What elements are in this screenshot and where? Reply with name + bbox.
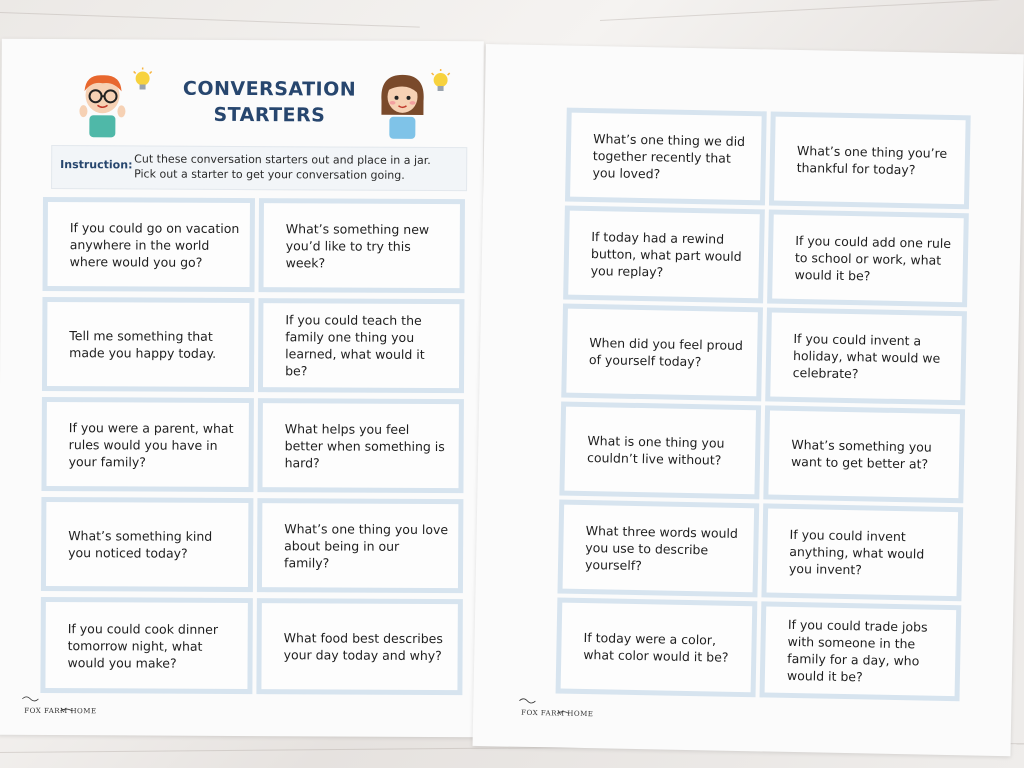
page-title [161,76,377,129]
card-text: If you were a parent, what rules would you have in your family? [68,419,234,470]
conversation-card [565,108,767,206]
card-text: If you could cook dinner tomorrow night, what would you make? [67,620,219,671]
card-text: If you could go on vacation anywhere in the world where would you go? [69,219,240,270]
conversation-card [257,498,463,593]
lightbulb-icon [430,69,452,97]
card-text: Tell me something that made you happy today. [69,328,217,361]
conversation-card [43,197,255,292]
card-text: If you could invent anything, what would you invent? [788,526,925,577]
conversation-card [256,598,462,695]
printable-sheet-left [0,39,484,738]
card-text: What’s one thing we did together recently that you loved? [592,130,746,181]
card-text: What is one thing you couldn’t live without? [586,433,725,468]
instruction-line-1: Cut these conversation starters out and place in a jar. [134,152,431,167]
card-text: When did you feel proud of yourself today? [588,335,744,370]
lightbulb-icon [132,67,154,95]
card-text: What’s something new you’d like to try this week? [285,220,430,270]
conversation-card [563,206,765,304]
conversation-card [760,601,962,701]
conversation-card [559,402,761,500]
card-text: What’s something kind you noticed today? [68,528,213,561]
conversation-card [42,297,254,392]
conversation-card [41,397,253,492]
conversation-card [556,597,758,697]
instruction-label: Instruction: [60,158,133,172]
conversation-card [763,405,965,503]
card-text: If today had a rewind button, what part would you replay? [590,228,742,279]
card-text: What three words would you use to describe yourself? [584,522,739,573]
conversation-card [561,304,763,402]
conversation-card [761,503,963,601]
instruction-box [51,145,467,191]
brand-logo: FOX FARM HOME [24,706,97,716]
card-text: What helps you feel better when something is hard? [284,420,445,470]
conversation-card [767,209,969,307]
card-text: If you could invent a holiday, what would we celebrate? [792,330,941,381]
card-text: If today were a color, what color would it be? [583,629,729,665]
conversation-card [257,398,463,493]
card-text: What’s something you want to get better at? [790,436,932,472]
girl-icon [373,71,431,141]
card-text: If you could add one rule to school or work, what would it be? [794,232,952,283]
conversation-card [40,597,252,694]
conversation-card [258,298,464,393]
conversation-card [259,198,465,293]
printable-sheet-right [473,44,1024,756]
conversation-card [765,307,967,405]
conversation-card [769,111,971,209]
card-text: What’s one thing you love about being in our family? [284,520,449,570]
brand-logo: FOX FARM HOME [521,708,594,719]
card-text: What food best describes your day today and why? [283,630,443,664]
instruction-text [134,151,464,183]
marble-vein [600,0,1000,21]
conversation-card [557,499,759,597]
title-line-1: CONVERSATION [182,77,357,101]
instruction-line-2: Pick out a starter to get your conversation going. [134,167,405,182]
title-line-2: STARTERS [213,103,326,127]
marble-vein [0,12,420,28]
card-text: What’s one thing you’re thankful for today? [796,142,948,178]
card-text: If you could trade jobs with someone in the family for a day, who would it be? [786,616,928,685]
boy-with-glasses-icon [73,71,131,141]
conversation-card [41,497,253,592]
card-text: If you could teach the family one thing you learned, what would it be? [285,312,425,379]
